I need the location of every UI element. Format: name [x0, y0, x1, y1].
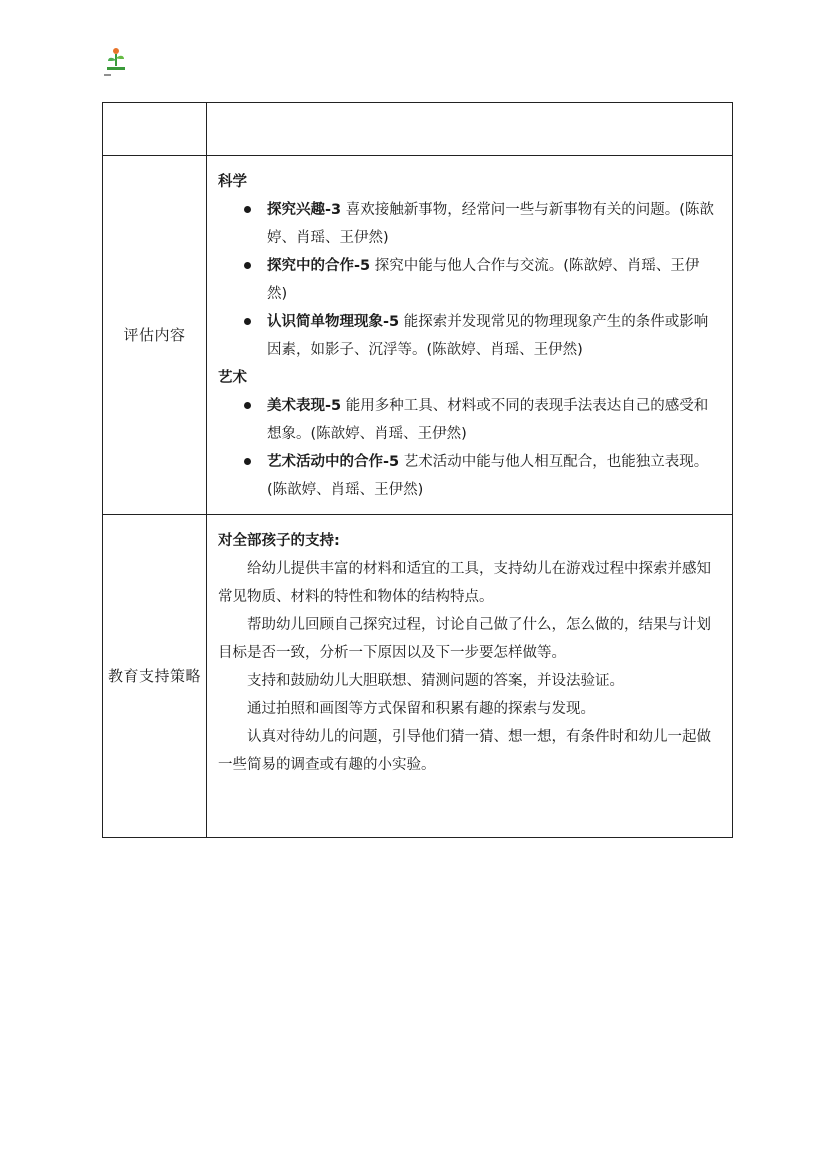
category-title: 艺术 [218, 370, 247, 386]
art-item-list [218, 392, 718, 504]
item-name: 探究中的合作-5 [267, 258, 371, 274]
science-item-list [218, 196, 718, 364]
item-desc: 能用多种工具、材料或不同的表现手法表达自己的感受和想象。(陈歆婷、肖瑶、王伊然) [267, 398, 709, 442]
strategy-paragraph: 帮助幼儿回顾自己探究过程，讨论自己做了什么，怎么做的，结果与计划目标是否一致，分析一下原因以及下一步要怎样做等。 [218, 617, 711, 661]
list-item [218, 252, 718, 308]
strategy-paragraph: 给幼儿提供丰富的材料和适宜的工具，支持幼儿在游戏过程中探索并感知常见物质、材料的特性和物体的结构特点。 [218, 561, 711, 605]
item-name: 探究兴趣-3 [267, 202, 342, 218]
assessment-content [207, 156, 733, 515]
strategy-paragraph: 通过拍照和画图等方式保留和积累有趣的探索与发现。 [247, 701, 595, 717]
item-name: 艺术活动中的合作-5 [267, 454, 400, 470]
item-desc: 喜欢接触新事物，经常问一些与新事物有关的问题。(陈歆婷、肖瑶、王伊然) [267, 202, 714, 246]
list-item [218, 308, 718, 364]
list-item [218, 448, 718, 504]
strategy-paragraph: 支持和鼓励幼儿大胆联想、猜测问题的答案，并设法验证。 [247, 673, 624, 689]
item-desc: 探究中能与他人合作与交流。(陈歆婷、肖瑶、王伊然) [267, 258, 700, 302]
kindergarten-logo-icon [103, 46, 129, 76]
list-item [218, 392, 718, 448]
table-row-strategy [103, 515, 733, 838]
item-name: 美术表现-5 [267, 398, 342, 414]
support-title: 对全部孩子的支持: [218, 533, 340, 549]
item-desc: 艺术活动中能与他人相互配合，也能独立表现。(陈歆婷、肖瑶、王伊然) [267, 454, 709, 498]
strategy-content [207, 515, 733, 838]
table-row-assessment [103, 156, 733, 515]
table-row-blank [103, 103, 733, 156]
plan-table [102, 102, 733, 838]
blank-label-cell [103, 103, 207, 156]
strategy-paragraph: 认真对待幼儿的问题，引导他们猜一猜、想一想，有条件时和幼儿一起做一些简易的调查或有趣的小实验。 [218, 729, 711, 773]
list-item [218, 196, 718, 252]
strategy-label: 教育支持策略 [103, 515, 207, 838]
assessment-label: 评估内容 [103, 156, 207, 515]
item-desc: 能探索并发现常见的物理现象产生的条件或影响因素，如影子、沉浮等。(陈歆婷、肖瑶、王伊然) [267, 314, 709, 358]
item-name: 认识简单物理现象-5 [267, 314, 400, 330]
blank-content-cell [207, 103, 733, 156]
category-title: 科学 [218, 174, 247, 190]
